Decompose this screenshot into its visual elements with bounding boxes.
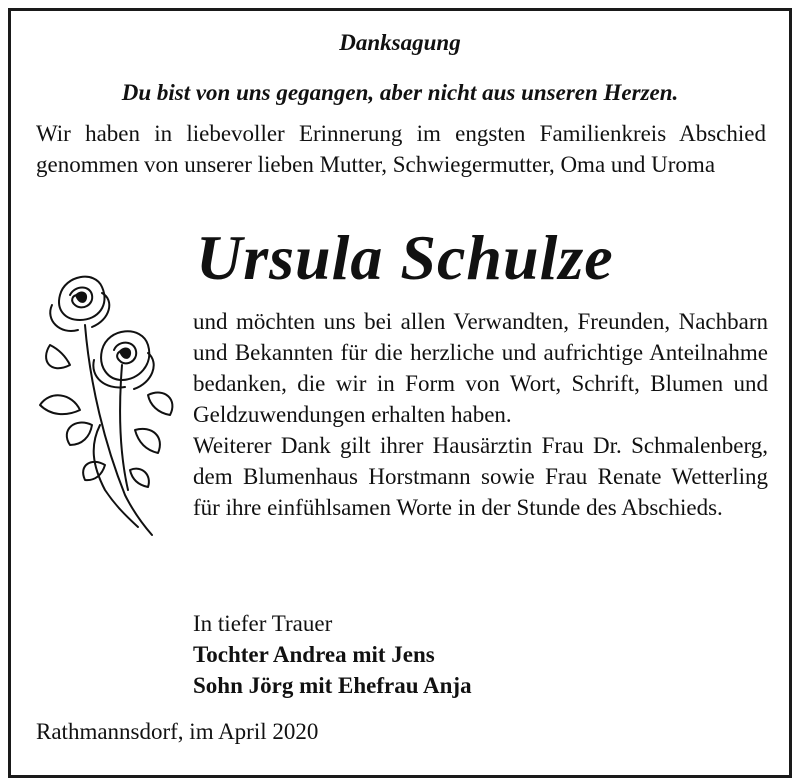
notice-tagline: Du bist von uns gegangen, aber nicht aus unseren Herzen. <box>121 80 679 105</box>
intro-text: Wir haben in liebevoller Erinnerung im engsten Familienkreis Abschied genommen von unserer lieben Mutter, Schwiegermutter, Oma und Uroma <box>36 121 766 177</box>
signatory: Tochter Andrea mit Jens <box>193 642 435 667</box>
notice-heading: Danksagung <box>339 30 461 55</box>
place-date: Rathmannsdorf, im April 2020 <box>36 719 319 744</box>
closing-block <box>193 608 472 701</box>
closing-phrase: In tiefer Trauer <box>193 611 333 636</box>
deceased-name: Ursula Schulze <box>196 222 614 293</box>
thanks-paragraph: Weiterer Dank gilt ihrer Hausärztin Frau Dr. Schmalenberg, dem Blumenhaus Horstmann sowie Frau Renate Wetterling für ihre einfühlsamen Worte in der Stunde des Abschieds. <box>193 433 768 520</box>
rose-icon <box>30 265 180 540</box>
signatory: Sohn Jörg mit Ehefrau Anja <box>193 673 472 698</box>
thanks-paragraph: und möchten uns bei allen Verwandten, Freunden, Nachbarn und Bekannten für die herzliche und aufrichtige Anteilnahme bedanken, die wir in Form von Wort, Schrift, Blumen und Geldzuwendungen erhalten haben. <box>193 309 768 427</box>
thanks-text <box>193 306 768 523</box>
